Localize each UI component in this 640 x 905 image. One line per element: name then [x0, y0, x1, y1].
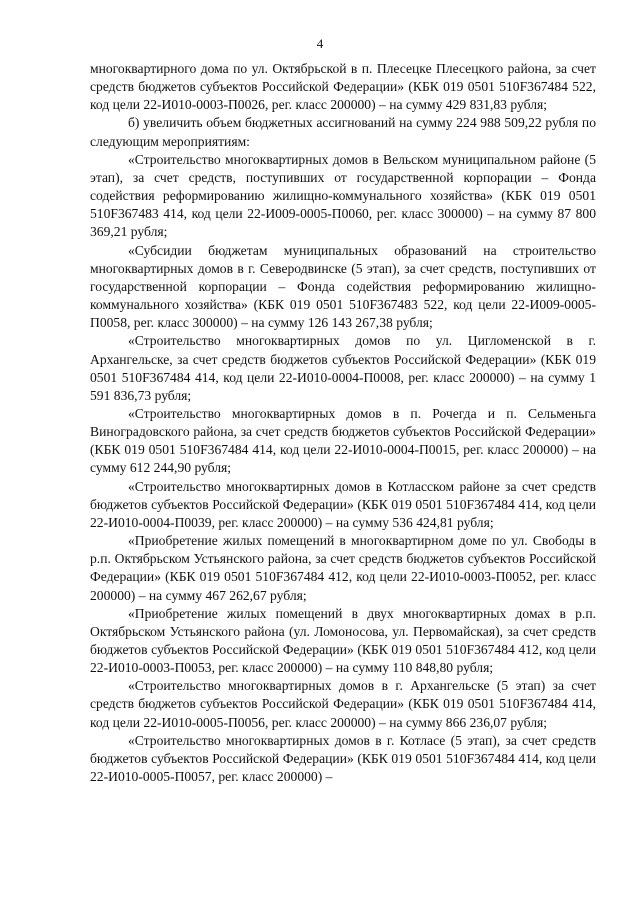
paragraph: «Строительство многоквартирных домов в Котласском районе за счет средств бюджетов субъектов Российской Федерации» (КБК 019 0501 510F367484 414, код цели 22-И010-0004-П0039, рег. класс 200000) – на сумму 536 424,81 рубля;	[90, 478, 596, 530]
page-number: 4	[316, 36, 324, 51]
paragraph: «Приобретение жилых помещений в двух многоквартирных домах в р.п. Октябрьском Устьянского района (ул. Ломоносова, ул. Первомайская), за счет средств бюджетов субъектов Российской Федерации» (КБК 019 0501 510F367484 412, код цели 22-И010-0003-П0053, рег. класс 200000) – на сумму 110 848,80 рубля;	[90, 605, 596, 676]
paragraph: «Субсидии бюджетам муниципальных образований на строительство многоквартирных домов в г. Северодвинске (5 этап), за счет средств, поступивших от государственной корпорации – Фонда содействия реформированию жилищно-коммунального хозяйства» (КБК 019 0501 510F367483 522, код цели 22-И009-0005-П0058, рег. класс 300000) – на сумму 126 143 267,38 рубля;	[90, 242, 596, 331]
paragraph: многоквартирного дома по ул. Октябрьской в п. Плесецке Плесецкого района, за счет средств бюджетов субъектов Российской Федерации» (КБК 019 0501 510F367484 522, код цели 22-И010-0003-П0026, рег. класс 200000) – на сумму 429 831,83 рубля;	[90, 61, 596, 113]
paragraph: «Строительство многоквартирных домов по ул. Цигломенской в г. Архангельске, за счет средств бюджетов субъектов Российской Федерации» (КБК 019 0501 510F367484 414, код цели 22-И010-0004-П0008, рег. класс 200000) – на сумму 1 591 836,73 рубля;	[90, 333, 596, 403]
paragraph: «Строительство многоквартирных домов в Вельском муниципальном районе (5 этап), за счет средств, поступивших от государственной корпорации – Фонда содействия реформированию жилищно-коммунального хозяйства» (КБК 019 0501 510F367483 414, код цели 22-И009-0005-П0060, рег. класс 300000) – на сумму 87 800 369,21 рубля;	[90, 151, 596, 240]
document-body	[90, 60, 596, 786]
paragraph: б) увеличить объем бюджетных ассигнований на сумму 224 988 509,22 рубля по следующим мероприятиям:	[90, 115, 596, 149]
paragraph: «Строительство многоквартирных домов в г. Архангельске (5 этап) за счет средств бюджетов субъектов Российской Федерации» (КБК 019 0501 510F367484 414, код цели 22-И010-0005-П0056, рег. класс 200000) – на сумму 866 236,07 рубля;	[90, 678, 596, 730]
paragraph: «Приобретение жилых помещений в многоквартирном доме по ул. Свободы в р.п. Октябрьском Устьянского района, за счет средств бюджетов субъектов Российской Федерации» (КБК 019 0501 510F367484 412, код цели 22-И010-0003-П0052, рег. класс 200000) – на сумму 467 262,67 рубля;	[90, 533, 596, 603]
paragraph: «Строительство многоквартирных домов в п. Рочегда и п. Сельменьга Виноградовского района, за счет средств бюджетов субъектов Российской Федерации» (КБК 019 0501 510F367484 414, код цели 22-И010-0004-П0015, рег. класс 200000) – на сумму 612 244,90 рубля;	[90, 405, 596, 476]
paragraph: «Строительство многоквартирных домов в г. Котласе (5 этап), за счет средств бюджетов субъектов Российской Федерации» (КБК 019 0501 510F367484 414, код цели 22-И010-0005-П0057, рег. класс 200000) –	[90, 732, 596, 785]
